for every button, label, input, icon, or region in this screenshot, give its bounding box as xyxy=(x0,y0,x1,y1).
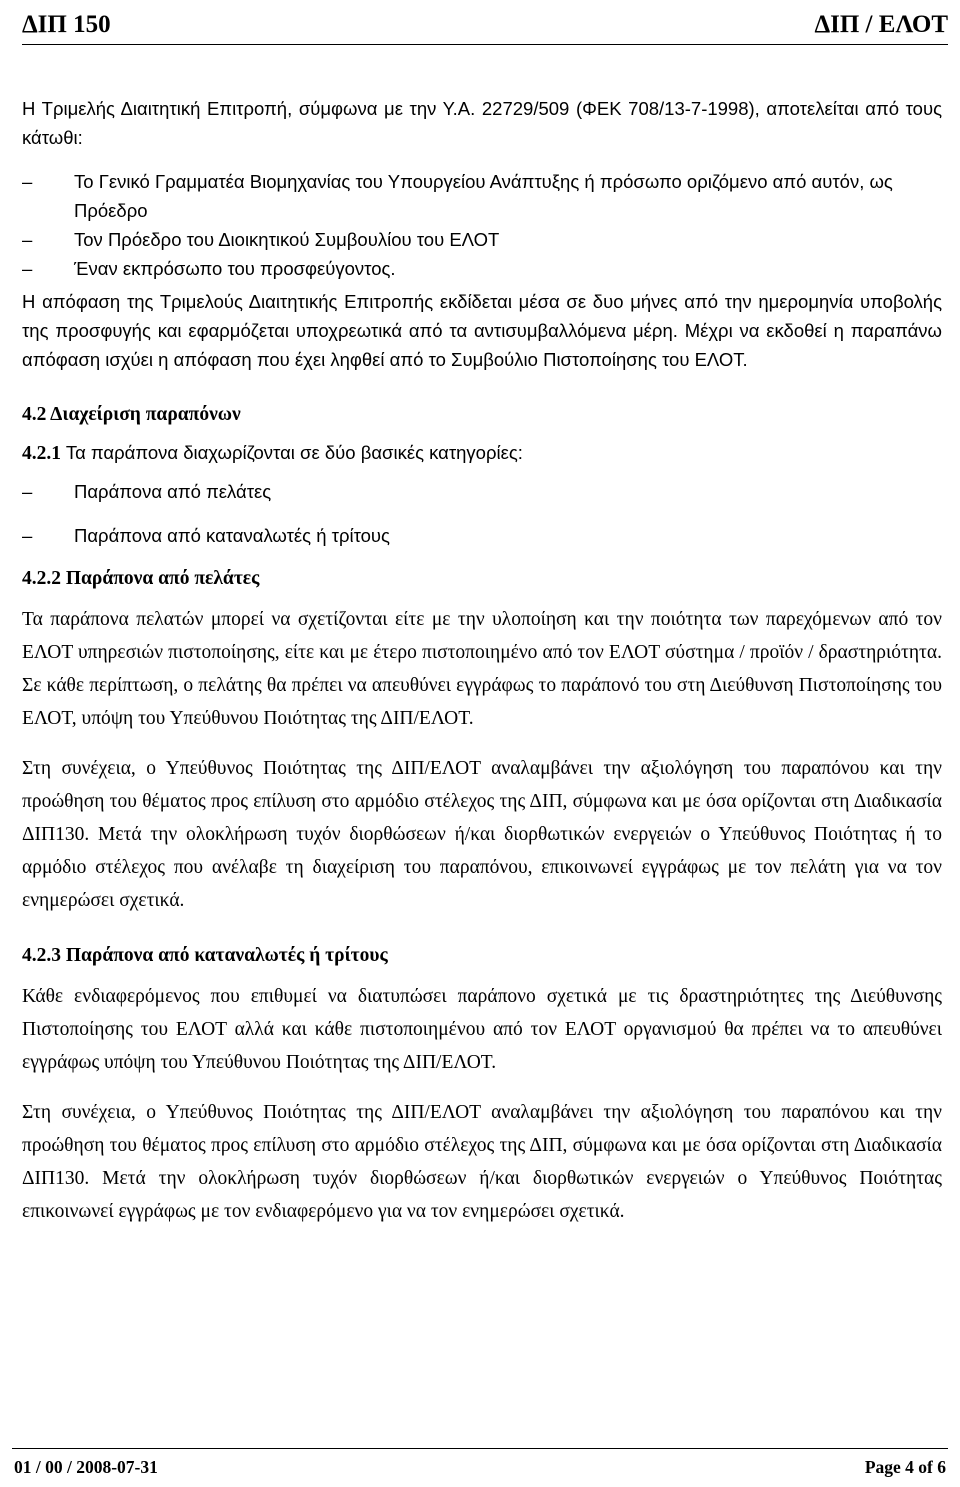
complaint-categories xyxy=(22,470,942,558)
section-4-2-3-paragraph-1: Κάθε ενδιαφερόμενος που επιθυμεί να διατυπώσει παράπονο σχετικά με τις δραστηριότητες της Διεύθυνσης Πιστοποίησης του ΕΛΟΤ αλλά και κάθε πιστοποιημένου από τον ΕΛΟΤ οργανισμού θα πρέπει να το απευθύνει εγγράφως υπόψη του Υπεύθυνου Ποιότητας της ΔΙΠ/ΕΛΟΤ. xyxy=(22,986,942,1073)
section-4-2-3-paragraph-2: Στη συνέχεια, ο Υπεύθυνος Ποιότητας της ΔΙΠ/ΕΛΟΤ αναλαμβάνει την αξιολόγηση του παραπόνου και την προώθηση του θέματος προς επίλυση στο αρμόδιο στέλεχος της ΔΙΠ, σύμφωνα και με όσα ορίζονται στη Διαδικασία ΔΙΠ130. Μετά την ολοκλήρωση τυχόν διορθώσεων ή/και διορθωτικών ενεργειών ο Υπεύθυνος Ποιότητας επικοινωνεί εγγράφως με τον ενδιαφερόμενο για να τον ενημερώσει σχετικά. xyxy=(22,1102,942,1222)
section-4-2-3-heading: 4.2.3 Παράπονα από καταναλωτές ή τρίτους xyxy=(22,945,388,966)
section-4-2-1-paragraph xyxy=(22,438,942,468)
intro-paragraph: Η Τριμελής Διαιτητική Επιτροπή, σύμφωνα με την Υ.Α. 22729/509 (ΦΕΚ 708/13-7-1998), αποτελείται από τους κάτωθι: xyxy=(22,98,942,148)
list-item: – Το Γενικό Γραμματέα Βιομηχανίας του Υπουργείου Ανάπτυξης ή πρόσωπο οριζόμενο από αυτόν, ως Πρόεδρο xyxy=(22,167,942,225)
decision-paragraph: Η απόφαση της Τριμελούς Διαιτητικής Επιτροπής εκδίδεται μέσα σε δυο μήνες από την ημερομηνία υποβολής της προσφυγής και εφαρμόζεται υποχρεωτικά από τα αντισυμβαλλόμενα μέρη. Μέχρι να εκδοθεί η παραπάνω απόφαση ισχύει η απόφαση που έχει ληφθεί από το Συμβούλιο Πιστοποίησης του ΕΛΟΤ. xyxy=(22,291,942,370)
list-item: – Παράπονα από πελάτες xyxy=(22,470,942,514)
section-4-2-1-text: Τα παράπονα διαχωρίζονται σε δύο βασικές κατηγορίες: xyxy=(65,442,523,463)
section-4-2-2-heading: 4.2.2 Παράπονα από πελάτες xyxy=(22,568,260,589)
committee-list xyxy=(22,167,942,283)
list-item: – Τον Πρόεδρο του Διοικητικού Συμβουλίου του ΕΛΟΤ xyxy=(22,225,942,254)
list-item: – Έναν εκπρόσωπο του προσφεύγοντος. xyxy=(22,254,942,283)
page-number: Page 4 of 6 xyxy=(864,1457,946,1477)
page-footer xyxy=(12,1448,948,1478)
section-4-2-2-paragraph-1: Τα παράπονα πελατών μπορεί να σχετίζονται είτε με την υλοποίηση και την ποιότητα των παρεχόμενων από τον ΕΛΟΤ υπηρεσιών πιστοποίησης, είτε και με έτερο πιστοποιημένο από τον ΕΛΟΤ σύστημα / προϊόν / δραστηριότητα. Σε κάθε περίπτωση, ο πελάτης θα πρέπει να απευθύνει εγγράφως το παράπονό του στη Διεύθυνση Πιστοποίησης του ΕΛΟΤ, υπόψη του Υπεύθυνου Ποιότητας της ΔΙΠ/ΕΛΟΤ. xyxy=(22,609,942,729)
list-item: – Παράπονα από καταναλωτές ή τρίτους xyxy=(22,514,942,558)
doc-owner: ΔΙΠ / ΕΛΟΤ xyxy=(814,11,948,38)
section-4-2-1-number: 4.2.1 xyxy=(22,443,61,464)
page-header xyxy=(22,6,948,45)
document-body xyxy=(22,94,942,1228)
revision-date: 01 / 00 / 2008-07-31 xyxy=(14,1457,158,1477)
section-4-2-2-paragraph-2: Στη συνέχεια, ο Υπεύθυνος Ποιότητας της ΔΙΠ/ΕΛΟΤ αναλαμβάνει την αξιολόγηση του παραπόνου και την προώθηση του θέματος προς επίλυση στο αρμόδιο στέλεχος της ΔΙΠ, σύμφωνα και με όσα ορίζονται στη Διαδικασία ΔΙΠ130. Μετά την ολοκλήρωση τυχόν διορθώσεων ή/και διορθωτικών ενεργειών ο Υπεύθυνος Ποιότητας ή το αρμόδιο στέλεχος που ανέλαβε τη διαχείριση του παραπόνου, επικοινωνεί εγγράφως με τον πελάτη για να τον ενημερώσει σχετικά. xyxy=(22,758,942,911)
section-4-2-heading: 4.2 Διαχείριση παραπόνων xyxy=(22,404,241,425)
doc-code: ΔΙΠ 150 xyxy=(22,11,111,38)
